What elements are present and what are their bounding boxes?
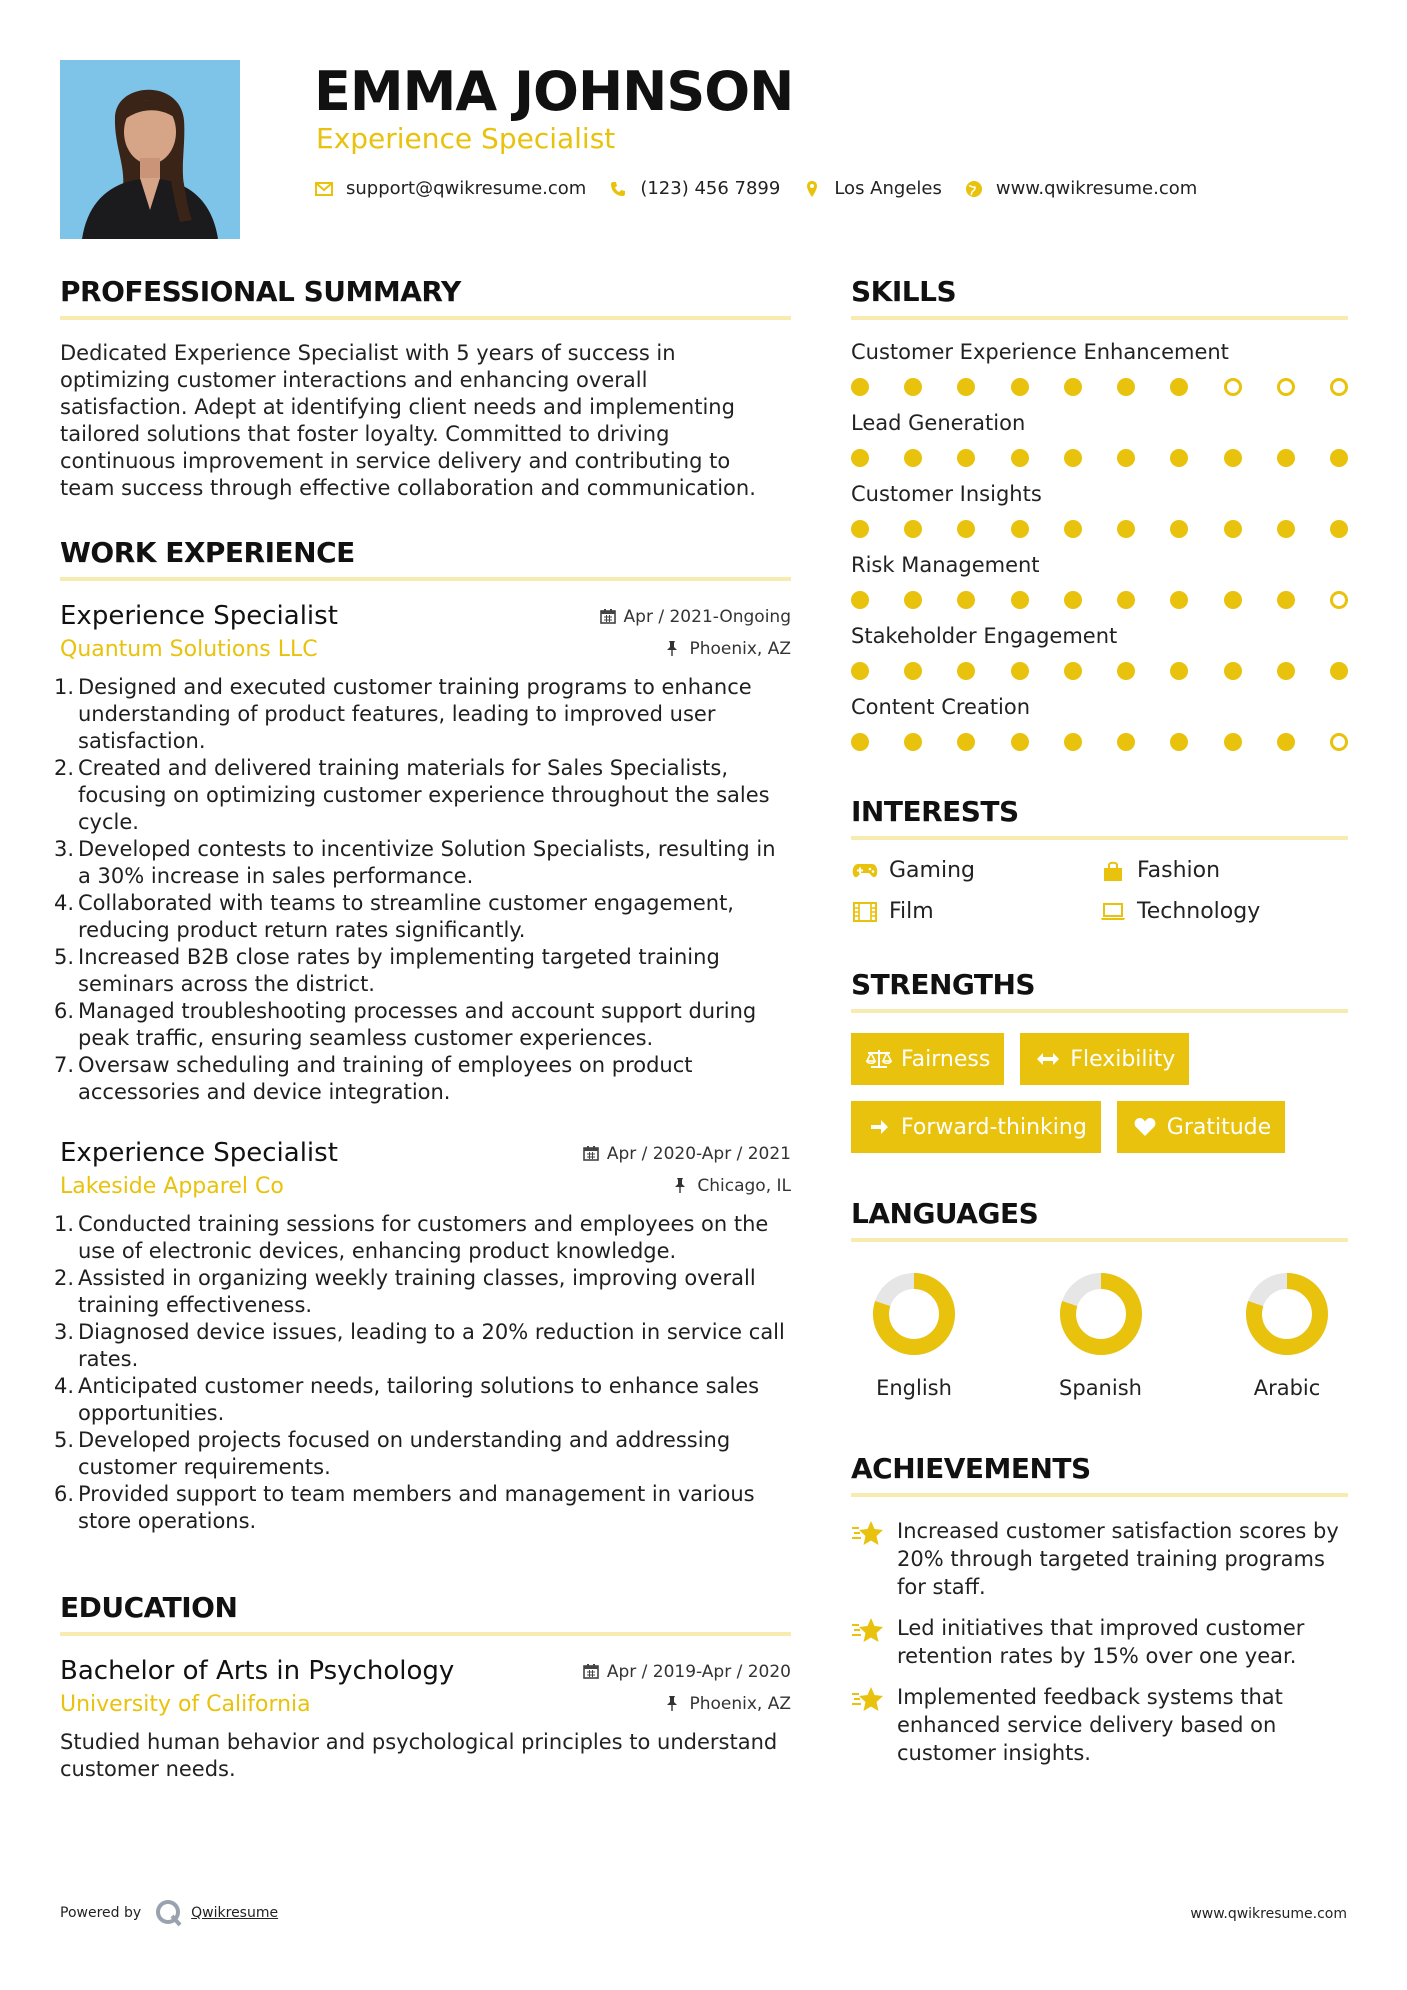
list-item: 1. Conducted training sessions for customers and employees on the use of electronic devices, enhancing product knowledge.: [54, 1212, 769, 1263]
rating-dot-filled: [1011, 378, 1029, 396]
rating-dot-filled: [1277, 520, 1295, 538]
interests-heading: INTERESTS: [851, 795, 1348, 840]
languages-list: [851, 1272, 1348, 1400]
education-description: Studied human behavior and psychological principles to understand customer needs.: [60, 1730, 778, 1781]
contact-phone-text: (123) 456 7899: [640, 178, 781, 199]
rating-dot-filled: [1170, 662, 1188, 680]
rating-dot-filled: [904, 662, 922, 680]
language-name: Spanish: [1059, 1376, 1142, 1400]
film-icon: [851, 900, 879, 924]
rating-dot-filled: [1117, 520, 1135, 538]
job-location: [665, 639, 791, 659]
balance-scale-icon: [865, 1047, 893, 1071]
rating-dot-empty: [1224, 378, 1242, 396]
skill-label: Customer Insights: [851, 482, 1042, 506]
language-name: Arabic: [1253, 1376, 1321, 1400]
list-item: 2. Assisted in organizing weekly training classes, improving overall training effectiveness.: [54, 1266, 756, 1317]
language-item: [859, 1272, 969, 1400]
job-location-text: Phoenix, AZ: [689, 639, 791, 659]
skills-heading: SKILLS: [851, 275, 1348, 320]
strength-chip: Flexibility: [1020, 1033, 1189, 1085]
candidate-name: EMMA JOHNSON: [314, 60, 794, 123]
achievement-item: Increased customer satisfaction scores by 20% through targeted training programs for staff.: [851, 1517, 1348, 1601]
profile-photo: [60, 60, 240, 239]
job-location: [673, 1176, 791, 1196]
rating-dot-filled: [957, 662, 975, 680]
laptop-icon: [1099, 900, 1127, 924]
interest-film: Film: [851, 899, 1099, 924]
education-dates-text: Apr / 2019-Apr / 2020: [606, 1662, 791, 1682]
list-item: 4. Anticipated customer needs, tailoring solutions to enhance sales opportunities.: [54, 1374, 760, 1425]
rating-dot-filled: [904, 449, 922, 467]
rating-dot-filled: [1064, 733, 1082, 751]
school-name: University of California: [60, 1692, 311, 1717]
rating-dot-filled: [1224, 733, 1242, 751]
rating-dot-filled: [851, 662, 869, 680]
list-item: 4. Collaborated with teams to streamline customer engagement, reducing product return rates significantly.: [54, 891, 734, 942]
skill-label: Customer Experience Enhancement: [851, 340, 1229, 364]
rating-dot-filled: [1170, 520, 1188, 538]
skill-item: [851, 482, 1348, 538]
skill-label: Content Creation: [851, 695, 1031, 719]
job-dates-text: Apr / 2020-Apr / 2021: [606, 1144, 791, 1164]
strength-chip: Gratitude: [1117, 1101, 1285, 1153]
rating-dot-filled: [851, 591, 869, 609]
skill-item: [851, 695, 1348, 751]
rating-dot-filled: [1170, 591, 1188, 609]
list-item: 6. Managed troubleshooting processes and account support during peak traffic, ensuring seamless customer experiences.: [54, 999, 757, 1050]
skill-item: [851, 553, 1348, 609]
rating-dot-filled: [1011, 591, 1029, 609]
gamepad-icon: [851, 859, 879, 883]
list-item: 1. Designed and executed customer training programs to enhance understanding of product features, leading to improved user satisfaction.: [54, 675, 752, 753]
left-column: [54, 275, 791, 1783]
envelope-icon: [314, 179, 334, 199]
rating-dot-filled: [957, 520, 975, 538]
contact-location-text: Los Angeles: [834, 178, 942, 199]
rating-dot-filled: [1117, 733, 1135, 751]
candidate-title: Experience Specialist: [316, 122, 616, 155]
company-name: Lakeside Apparel Co: [60, 1174, 284, 1199]
contact-website[interactable]: [964, 178, 1197, 199]
contact-email-text: support@qwikresume.com: [346, 178, 587, 199]
education-location-text: Phoenix, AZ: [689, 1694, 791, 1714]
heart-icon: [1131, 1115, 1159, 1139]
contact-phone[interactable]: [608, 178, 780, 199]
skill-rating: [851, 733, 1348, 751]
list-item: 7. Oversaw scheduling and training of employees on product accessories and device integration.: [54, 1053, 693, 1104]
arrow-right-icon: [865, 1115, 893, 1139]
rating-dot-filled: [1011, 449, 1029, 467]
rating-dot-filled: [1224, 591, 1242, 609]
achievement-item: Led initiatives that improved customer retention rates by 15% over one year.: [851, 1614, 1348, 1670]
arrows-horizontal-icon: [1034, 1047, 1062, 1071]
job-bullets: [54, 1211, 791, 1535]
calendar-icon: [600, 608, 618, 626]
education-heading: EDUCATION: [60, 1591, 791, 1636]
strengths-heading: STRENGTHS: [851, 968, 1348, 1013]
rating-dot-filled: [1170, 378, 1188, 396]
list-item: 5. Increased B2B close rates by implementing targeted training seminars across the district.: [54, 945, 720, 996]
contact-location[interactable]: [802, 178, 942, 199]
rating-dot-filled: [1011, 733, 1029, 751]
right-column: [851, 275, 1348, 1780]
achievement-item: Implemented feedback systems that enhanced service delivery based on customer insights.: [851, 1683, 1348, 1767]
rating-dot-filled: [957, 449, 975, 467]
rating-dot-empty: [1277, 378, 1295, 396]
rating-dot-filled: [957, 591, 975, 609]
rating-dot-filled: [1170, 449, 1188, 467]
rating-dot-filled: [1064, 662, 1082, 680]
rating-dot-filled: [1277, 449, 1295, 467]
rating-dot-filled: [1117, 378, 1135, 396]
rating-dot-filled: [904, 378, 922, 396]
list-item: 3. Diagnosed device issues, leading to a 20% reduction in service call rates.: [54, 1320, 785, 1371]
job-title: Experience Specialist: [60, 1138, 338, 1168]
rating-dot-filled: [957, 733, 975, 751]
job-dates-text: Apr / 2021-Ongoing: [623, 607, 791, 627]
languages-section: [851, 1197, 1348, 1400]
list-item: 2. Created and delivered training materials for Sales Specialists, focusing on optimizing customer experience throughout the sales cycle.: [54, 756, 770, 834]
company-name: Quantum Solutions LLC: [60, 637, 318, 662]
shopping-bag-icon: [1099, 859, 1127, 883]
interest-technology: Technology: [1099, 899, 1348, 924]
summary-text: Dedicated Experience Specialist with 5 years of success in optimizing customer interactions and enhancing overall satisfaction. Adept at identifying client needs and implementing tailored solutions that foster loyalty. Committed to driving continuous improvement in service delivery and contributing to team success through effective collaboration and communication.: [60, 341, 756, 500]
languages-heading: LANGUAGES: [851, 1197, 1348, 1242]
skill-rating: [851, 591, 1348, 609]
skill-item: [851, 624, 1348, 680]
skill-item: [851, 411, 1348, 467]
strengths-section: [851, 968, 1348, 1153]
map-pin-icon: [802, 179, 822, 199]
rating-dot-filled: [1330, 449, 1348, 467]
job-dates: [583, 1144, 791, 1164]
job-location-text: Chicago, IL: [697, 1176, 791, 1196]
rating-dot-filled: [904, 520, 922, 538]
strength-chip: Forward-thinking: [851, 1101, 1101, 1153]
rating-dot-empty: [1330, 733, 1348, 751]
language-proficiency-ring: [1245, 1272, 1329, 1356]
contact-website-text: www.qwikresume.com: [995, 178, 1198, 199]
contact-email[interactable]: [314, 178, 586, 199]
list-item: 5. Developed projects focused on understanding and addressing customer requirements.: [54, 1428, 731, 1479]
rating-dot-filled: [957, 378, 975, 396]
rating-dot-filled: [851, 378, 869, 396]
calendar-icon: [583, 1145, 601, 1163]
rating-dot-filled: [1224, 662, 1242, 680]
achievements-heading: ACHIEVEMENTS: [851, 1452, 1348, 1497]
rating-dot-filled: [1277, 591, 1295, 609]
education-location: [665, 1694, 791, 1714]
summary-heading: PROFESSIONAL SUMMARY: [60, 275, 791, 320]
skills-section: [851, 275, 1348, 751]
skill-rating: [851, 662, 1348, 680]
rating-dot-filled: [1011, 662, 1029, 680]
phone-icon: [608, 179, 628, 199]
education-section: [60, 1591, 791, 1783]
job-entry: [54, 601, 791, 1106]
rating-dot-filled: [904, 591, 922, 609]
rating-dot-filled: [851, 520, 869, 538]
job-title: Experience Specialist: [60, 601, 338, 631]
rating-dot-filled: [1330, 520, 1348, 538]
professional-summary-section: [60, 275, 791, 502]
rating-dot-filled: [1064, 591, 1082, 609]
achievements-section: [851, 1452, 1348, 1767]
list-item: 3. Developed contests to incentivize Solution Specialists, resulting in a 30% increase in sales performance.: [54, 837, 776, 888]
star-icon: [851, 1519, 885, 1549]
work-experience-section: [54, 536, 791, 1535]
skill-rating: [851, 378, 1348, 396]
language-item: [1046, 1272, 1156, 1400]
work-heading: WORK EXPERIENCE: [60, 536, 791, 581]
interest-gaming: Gaming: [851, 858, 1099, 883]
rating-dot-filled: [1117, 591, 1135, 609]
rating-dot-filled: [1064, 378, 1082, 396]
pushpin-icon: [665, 640, 683, 658]
star-icon: [851, 1616, 885, 1646]
pushpin-icon: [673, 1177, 691, 1195]
language-item: [1232, 1272, 1342, 1400]
rating-dot-filled: [1117, 449, 1135, 467]
rating-dot-filled: [904, 733, 922, 751]
powered-by-text: Powered by: [60, 1905, 142, 1921]
skills-list: [851, 340, 1348, 751]
rating-dot-filled: [1277, 733, 1295, 751]
interests-section: [851, 795, 1348, 924]
degree-title: Bachelor of Arts in Psychology: [60, 1656, 455, 1686]
rating-dot-filled: [1117, 662, 1135, 680]
footer-website[interactable]: www.qwikresume.com: [1190, 1906, 1347, 1922]
skill-rating: [851, 520, 1348, 538]
education-dates: [583, 1662, 791, 1682]
skill-rating: [851, 449, 1348, 467]
star-icon: [851, 1685, 885, 1715]
rating-dot-filled: [1330, 662, 1348, 680]
rating-dot-filled: [1224, 520, 1242, 538]
job-bullets: [54, 674, 791, 1106]
skill-label: Stakeholder Engagement: [851, 624, 1118, 648]
language-name: English: [876, 1376, 952, 1400]
skill-label: Lead Generation: [851, 411, 1026, 435]
rating-dot-filled: [851, 733, 869, 751]
language-proficiency-ring: [872, 1272, 956, 1356]
job-dates: [600, 607, 791, 627]
rating-dot-empty: [1330, 378, 1348, 396]
rating-dot-filled: [1064, 520, 1082, 538]
calendar-icon: [583, 1663, 601, 1681]
strength-chip: Fairness: [851, 1033, 1004, 1085]
language-proficiency-ring: [1059, 1272, 1143, 1356]
footer-powered-by: [60, 1899, 278, 1927]
interest-fashion: Fashion: [1099, 858, 1348, 883]
qwikresume-logo-icon: [155, 1899, 183, 1927]
rating-dot-filled: [1277, 662, 1295, 680]
contact-bar: [314, 178, 1219, 199]
qwikresume-link[interactable]: Qwikresume: [191, 1905, 279, 1921]
skill-label: Risk Management: [851, 553, 1040, 577]
rating-dot-filled: [1224, 449, 1242, 467]
rating-dot-filled: [1011, 520, 1029, 538]
rating-dot-filled: [1170, 733, 1188, 751]
rating-dot-empty: [1330, 591, 1348, 609]
rating-dot-filled: [851, 449, 869, 467]
rating-dot-filled: [1064, 449, 1082, 467]
list-item: 6. Provided support to team members and management in various store operations.: [54, 1482, 755, 1533]
globe-icon: [964, 179, 984, 199]
job-entry: [54, 1138, 791, 1535]
skill-item: [851, 340, 1348, 396]
pushpin-icon: [665, 1695, 683, 1713]
